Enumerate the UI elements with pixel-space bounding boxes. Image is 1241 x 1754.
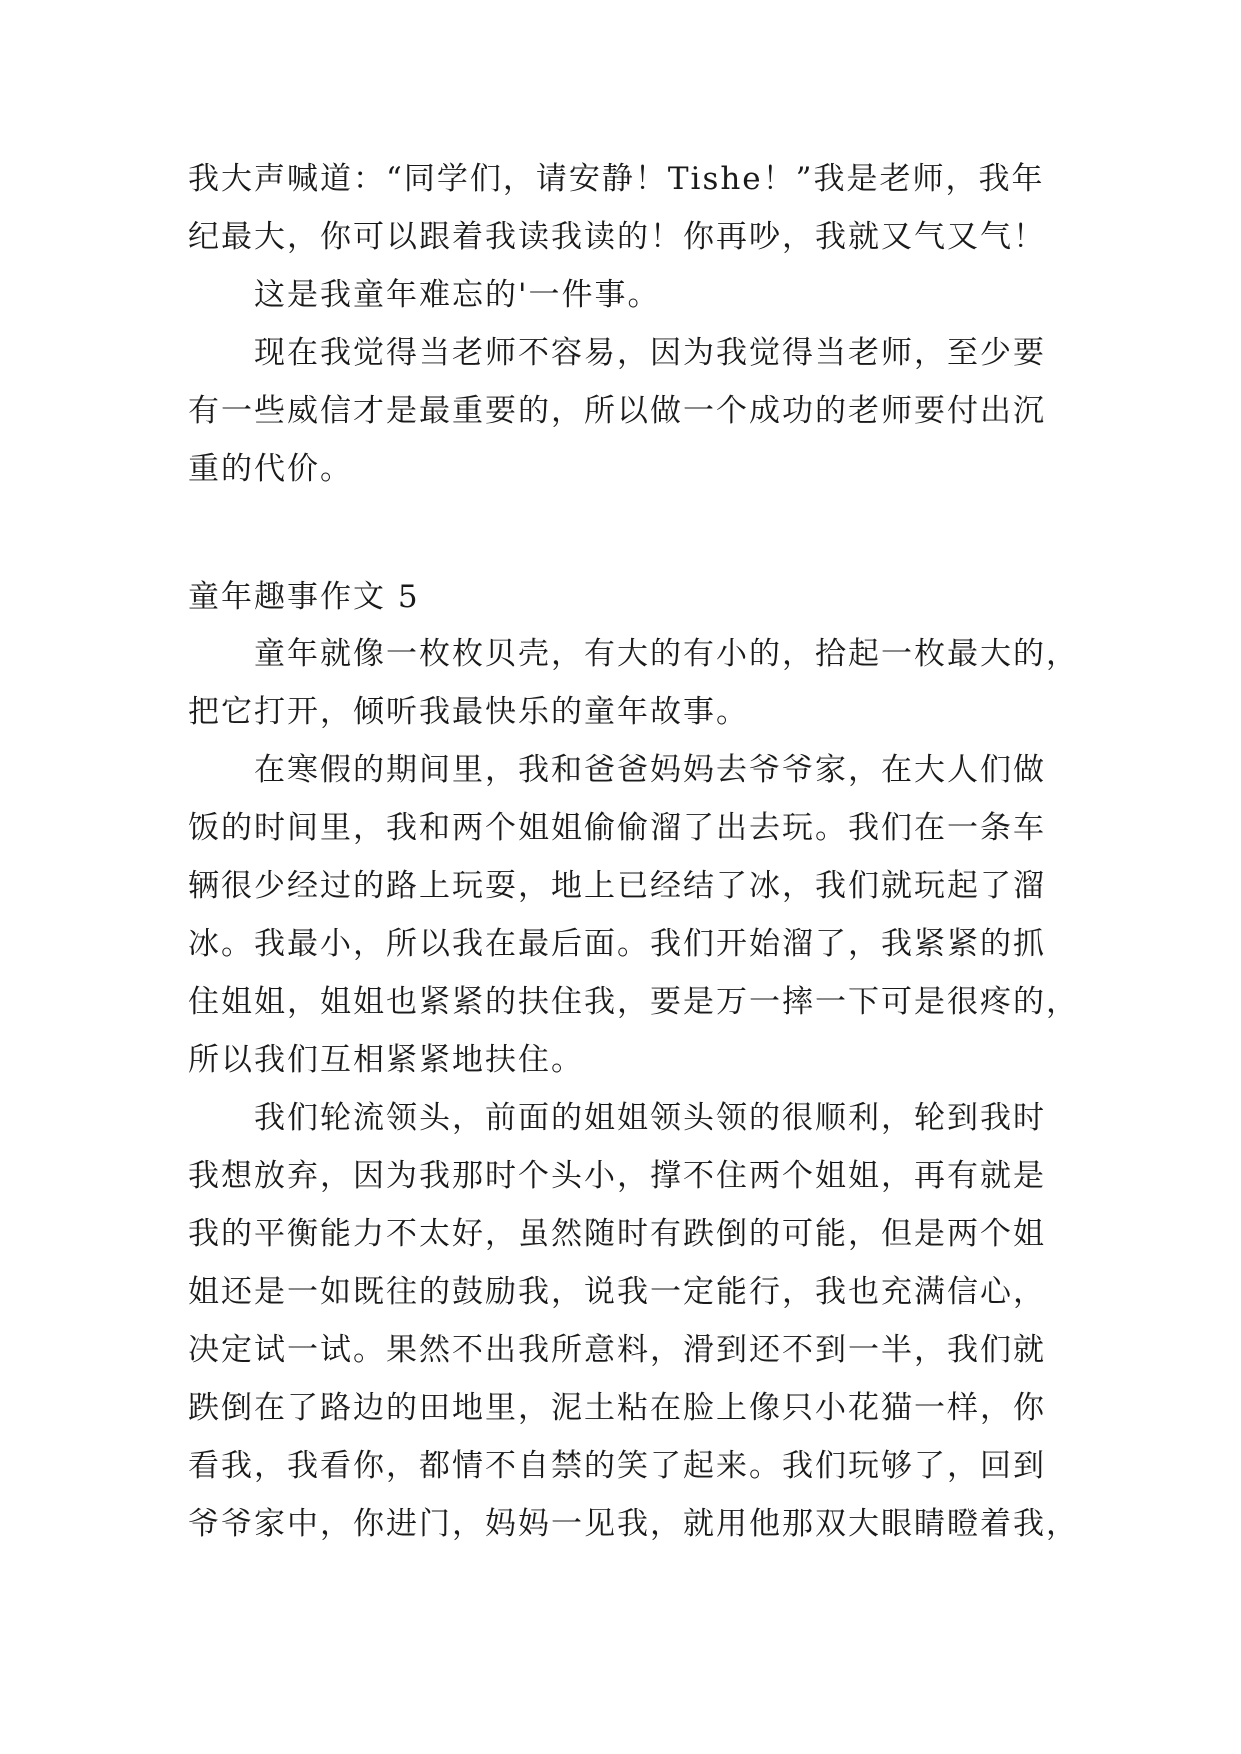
text-line: 饭的时间里，我和两个姐姐偷偷溜了出去玩。我们在一条车 — [188, 810, 1046, 846]
text-line: 纪最大，你可以跟着我读我读的！你再吵，我就又气又气！ — [188, 219, 1046, 255]
paragraph-start: 在寒假的期间里，我和爸爸妈妈去爷爷家，在大人们做 — [254, 752, 1046, 788]
text-line: 我大声喊道：“同学们，请安静！Tishe！”我是老师，我年 — [188, 161, 1045, 197]
text-line: 冰。我最小，所以我在最后面。我们开始溜了，我紧紧的抓 — [188, 926, 1046, 962]
text-line: 决定试一试。果然不出我所意料，滑到还不到一半，我们就 — [188, 1332, 1046, 1368]
paragraph-start: 我们轮流领头，前面的姐姐领头领的很顺利，轮到我时 — [254, 1100, 1046, 1136]
text-line: 跌倒在了路边的田地里，泥土粘在脸上像只小花猫一样，你 — [188, 1390, 1046, 1426]
paragraph-start: 童年就像一枚枚贝壳，有大的有小的，拾起一枚最大的， — [254, 636, 1079, 672]
text-line: 把它打开，倾听我最快乐的童年故事。 — [188, 694, 749, 730]
text-line: 所以我们互相紧紧地扶住。 — [188, 1042, 584, 1078]
section-1-text — [188, 150, 1048, 498]
text-line: 重的代价。 — [188, 451, 353, 487]
paragraph-start: 现在我觉得当老师不容易，因为我觉得当老师，至少要 — [254, 335, 1046, 371]
text-line: 辆很少经过的路上玩耍，地上已经结了冰，我们就玩起了溜 — [188, 868, 1046, 904]
text-line: 看我，我看你，都情不自禁的笑了起来。我们玩够了，回到 — [188, 1448, 1046, 1484]
text-line: 有一些威信才是最重要的，所以做一个成功的老师要付出沉 — [188, 393, 1046, 429]
text-line: 住姐姐，姐姐也紧紧的扶住我，要是万一摔一下可是很疼的， — [188, 984, 1079, 1020]
text-line: 我想放弃，因为我那时个头小，撑不住两个姐姐，再有就是 — [188, 1158, 1046, 1194]
text-line: 我的平衡能力不太好，虽然随时有跌倒的可能，但是两个姐 — [188, 1216, 1046, 1252]
section-heading: 童年趣事作文 5 — [188, 579, 420, 615]
section-2-text — [188, 625, 1079, 1553]
text-line: 爷爷家中，你进门，妈妈一见我，就用他那双大眼睛瞪着我， — [188, 1506, 1079, 1542]
paragraph-start: 这是我童年难忘的'一件事。 — [254, 277, 661, 313]
text-line: 姐还是一如既往的鼓励我，说我一定能行，我也充满信心， — [188, 1274, 1046, 1310]
